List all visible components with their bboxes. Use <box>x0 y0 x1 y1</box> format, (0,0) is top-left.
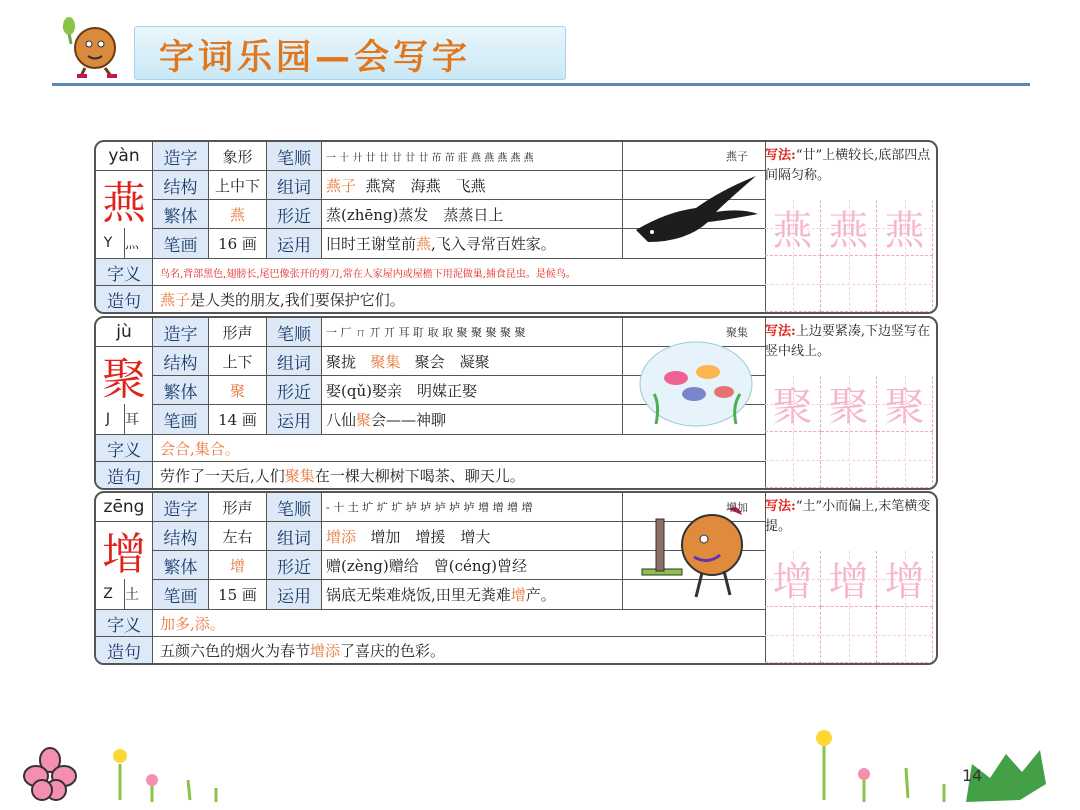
label-xingjin: 形近 <box>267 376 321 404</box>
label-zaoju: 造句 <box>96 462 152 488</box>
character-card-yan <box>94 140 938 314</box>
radical-row <box>96 228 152 258</box>
similar-form: 娶(qǔ)娶亲 明媒正娶 <box>326 381 477 400</box>
label-zaozi: 造字 <box>153 142 208 170</box>
initial-letter: Y <box>103 235 113 251</box>
stroke-count: 14 画 <box>218 411 257 429</box>
zaozi-value: 象形 <box>222 147 253 166</box>
pinyin: yàn <box>108 146 140 166</box>
label-fanti: 繁体 <box>153 376 208 404</box>
practice-char: 燕 <box>877 200 933 256</box>
mascot-illustration <box>55 14 125 78</box>
character-card-ju <box>94 316 938 490</box>
zaozi-value: 形声 <box>222 323 253 342</box>
stroke-count: 16 画 <box>218 235 257 253</box>
radical: 灬 <box>125 236 139 252</box>
label-zuci: 组词 <box>267 171 321 199</box>
practice-grid <box>765 200 935 256</box>
label-bihua: 笔画 <box>153 580 208 609</box>
main-character: 聚 <box>102 354 146 404</box>
practice-char: 增 <box>821 551 877 607</box>
practice-grid-empty <box>765 607 935 663</box>
label-zaozi: 造字 <box>153 493 208 521</box>
similar-form: 蒸(zhēng)蒸发 蒸蒸日上 <box>326 205 504 224</box>
label-bihua: 笔画 <box>153 405 208 434</box>
label-ziyi: 字义 <box>96 435 152 461</box>
label-fanti: 繁体 <box>153 200 208 228</box>
label-bishun: 笔顺 <box>267 318 321 346</box>
picture-label: 燕子 <box>726 150 748 163</box>
label-xingjin: 形近 <box>267 551 321 579</box>
practice-grid <box>765 376 935 432</box>
label-ziyi: 字义 <box>96 259 152 285</box>
title-underline <box>52 83 1030 86</box>
example-sentence: 燕子 是人类的朋友,我们要保护它们。 <box>160 290 405 309</box>
label-zaozi: 造字 <box>153 318 208 346</box>
pinyin: zēng <box>103 497 145 517</box>
practice-grid-empty <box>765 432 935 488</box>
meaning: 鸟名,背部黑色,翅膀长,尾巴像张开的剪刀,常在人家屋内或屋檐下用泥做巢,捕食昆虫。是候鸟。 <box>160 268 576 280</box>
label-jiegou: 结构 <box>153 347 208 375</box>
radical-row <box>96 579 152 609</box>
example-sentence: 五颜六色的烟火为春节 增添 了喜庆的色彩。 <box>160 641 446 660</box>
label-bishun: 笔顺 <box>267 493 321 521</box>
word-group: 增添 增加 增援 增大 <box>326 527 491 546</box>
radical: 耳 <box>125 412 139 428</box>
radical: 土 <box>125 587 139 603</box>
label-zuci: 组词 <box>267 522 321 550</box>
flower-decoration-left <box>20 744 240 804</box>
writing-hint: 写法:上边要紧凑,下边竖写在竖中线上。 <box>765 324 930 359</box>
stroke-order: 一 厂 ㄇ 丌 丌 耳 耵 取 取 聚 聚 聚 聚 聚 <box>326 326 526 339</box>
practice-char: 燕 <box>821 200 877 256</box>
similar-form: 赠(zèng)赠给 曾(céng)曾经 <box>326 556 527 575</box>
practice-grid <box>765 551 935 607</box>
practice-char: 增 <box>877 551 933 607</box>
usage-example: 旧时王谢堂前 燕 ,飞入寻常百姓家。 <box>326 235 556 253</box>
flower-decoration-right <box>800 724 1050 804</box>
label-fanti: 繁体 <box>153 551 208 579</box>
writing-hint: 写法:“廿”上横较长,底部四点间隔匀称。 <box>765 148 931 183</box>
traditional-form: 燕 <box>229 205 245 224</box>
practice-char: 聚 <box>877 376 933 432</box>
meaning: 会合,集合。 <box>160 439 240 458</box>
word-group: 燕子 燕窝 海燕 飞燕 <box>326 176 486 195</box>
structure-value: 上下 <box>222 352 253 371</box>
word-group: 聚拢 聚集 聚会 凝聚 <box>326 352 490 371</box>
usage-example: 八仙 聚 会——神聊 <box>326 411 447 429</box>
structure-value: 上中下 <box>214 176 260 195</box>
swallow-illustration <box>626 150 761 254</box>
picture-label: 聚集 <box>726 326 748 339</box>
practice-grid-empty <box>765 256 935 312</box>
picture-label: 增加 <box>726 501 748 514</box>
label-zaoju: 造句 <box>96 637 152 663</box>
radical-row <box>96 404 152 434</box>
practice-char: 聚 <box>821 376 877 432</box>
label-zuci: 组词 <box>267 347 321 375</box>
traditional-form: 聚 <box>229 381 245 400</box>
initial-letter: Z <box>103 586 113 602</box>
label-jiegou: 结构 <box>153 522 208 550</box>
practice-char: 聚 <box>765 376 821 432</box>
meaning: 加多,添。 <box>160 614 225 633</box>
stroke-count: 15 画 <box>218 586 257 604</box>
fish-school-illustration <box>636 334 756 430</box>
stroke-order: - 十 土 圹 圹 圹 垆 垆 垆 垆 垆 增 增 增 增 <box>326 501 533 514</box>
pinyin: jù <box>116 322 132 342</box>
usage-example: 锅底无柴难烧饭,田里无粪难 增 产。 <box>326 586 556 604</box>
stroke-order: 一 十 廾 廿 廿 廿 廿 廿 芇 芇 莊 燕 燕 燕 燕 燕 <box>326 152 534 164</box>
label-bihua: 笔画 <box>153 229 208 258</box>
traditional-form: 增 <box>229 556 245 575</box>
label-yunyong: 运用 <box>267 229 321 258</box>
character-card-zeng <box>94 491 938 665</box>
label-zaoju: 造句 <box>96 286 152 312</box>
zaozi-value: 形声 <box>222 498 253 517</box>
practice-char: 燕 <box>765 200 821 256</box>
writing-hint: 写法:“土”小而偏上,末笔横变提。 <box>765 499 931 534</box>
label-yunyong: 运用 <box>267 405 321 434</box>
title-banner <box>134 26 566 80</box>
page-number: 14 <box>962 766 983 785</box>
label-xingjin: 形近 <box>267 200 321 228</box>
example-sentence: 劳作了一天后,人们 聚集 在一棵大柳树下喝茶、聊天儿。 <box>160 466 525 485</box>
structure-value: 左右 <box>222 527 253 546</box>
initial-letter: J <box>105 411 111 427</box>
practice-char: 增 <box>765 551 821 607</box>
label-jiegou: 结构 <box>153 171 208 199</box>
main-character: 增 <box>102 529 146 579</box>
label-yunyong: 运用 <box>267 580 321 609</box>
label-ziyi: 字义 <box>96 610 152 636</box>
label-bishun: 笔顺 <box>267 142 321 170</box>
page-title: 字词乐园—会写字 <box>159 38 472 78</box>
main-character: 燕 <box>102 178 146 228</box>
